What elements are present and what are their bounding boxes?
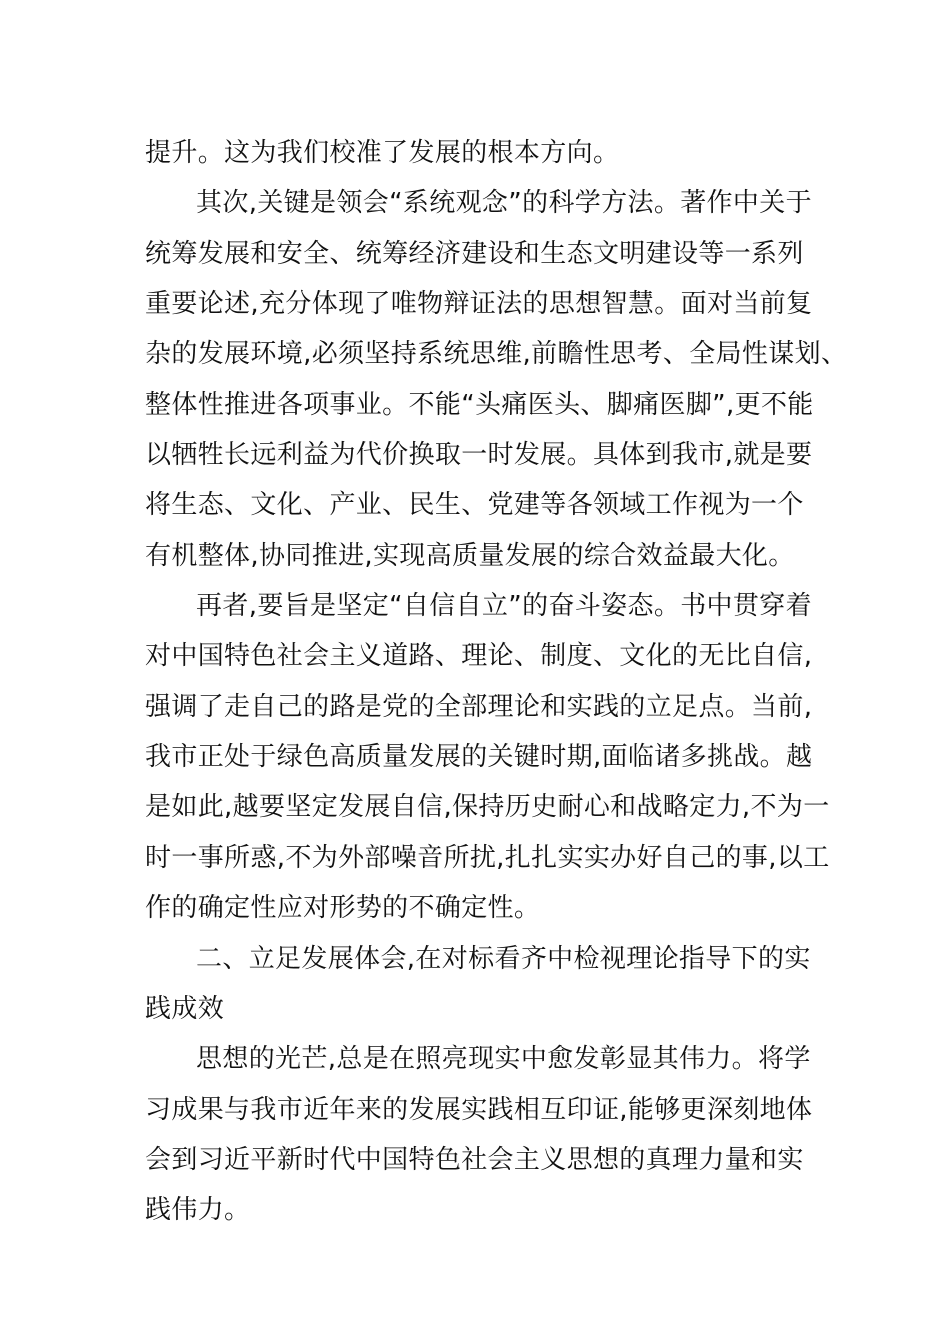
paragraph-system-concept xyxy=(145,178,848,581)
text-line: 我市正处于绿色高质量发展的关键时期,面临诸多挑战。越 xyxy=(145,742,813,773)
text-line: 再者,要旨是坚定“自信自立”的奋斗姿态。书中贯穿着 xyxy=(196,591,812,622)
section-heading-two xyxy=(145,934,810,1035)
text-line: 杂的发展环境,必须坚持系统思维,前瞻性思考、全局性谋划、 xyxy=(145,339,848,370)
text-line: 践伟力。 xyxy=(145,1195,251,1226)
text-line: 提升。这为我们校准了发展的根本方向。 xyxy=(145,138,620,168)
heading-line: 二、立足发展体会,在对标看齐中检视理论指导下的实 xyxy=(196,943,811,974)
text-line: 时一事所惑,不为外部噪音所扰,扎扎实实办好自己的事,以工 xyxy=(145,842,830,873)
text-line: 习成果与我市近年来的发展实践相互印证,能够更深刻地体 xyxy=(145,1094,813,1125)
text-line: 将生态、文化、产业、民生、党建等各领域工作视为一个 xyxy=(145,490,804,521)
text-line: 会到习近平新时代中国特色社会主义思想的真理力量和实 xyxy=(145,1144,804,1175)
text-line: 是如此,越要坚定发展自信,保持历史耐心和战略定力,不为一 xyxy=(145,792,830,823)
heading-line: 践成效 xyxy=(145,993,225,1024)
document-body xyxy=(145,128,848,1236)
text-line: 统筹发展和安全、统筹经济建设和生态文明建设等一系列 xyxy=(145,238,804,269)
text-line: 对中国特色社会主义道路、理论、制度、文化的无比自信, xyxy=(145,641,813,672)
text-line: 重要论述,充分体现了唯物辩证法的思想智慧。面对当前复 xyxy=(145,289,813,320)
text-line: 以牺牲长远利益为代价换取一时发展。具体到我市,就是要 xyxy=(145,440,813,471)
text-line: 作的确定性应对形势的不确定性。 xyxy=(145,893,541,924)
paragraph-continuation xyxy=(145,128,810,178)
paragraph-self-confidence xyxy=(145,581,830,933)
text-line: 强调了走自己的路是党的全部理论和实践的立足点。当前, xyxy=(145,691,813,722)
text-line: 有机整体,协同推进,实现高质量发展的综合效益最大化。 xyxy=(145,540,795,571)
text-line: 整体性推进各项事业。不能“头痛医头、脚痛医脚”,更不能 xyxy=(145,389,814,420)
text-line: 其次,关键是领会“系统观念”的科学方法。著作中关于 xyxy=(196,188,812,219)
text-line: 思想的光芒,总是在照亮现实中愈发彰显其伟力。将学 xyxy=(196,1044,811,1075)
paragraph-practice xyxy=(145,1034,813,1235)
